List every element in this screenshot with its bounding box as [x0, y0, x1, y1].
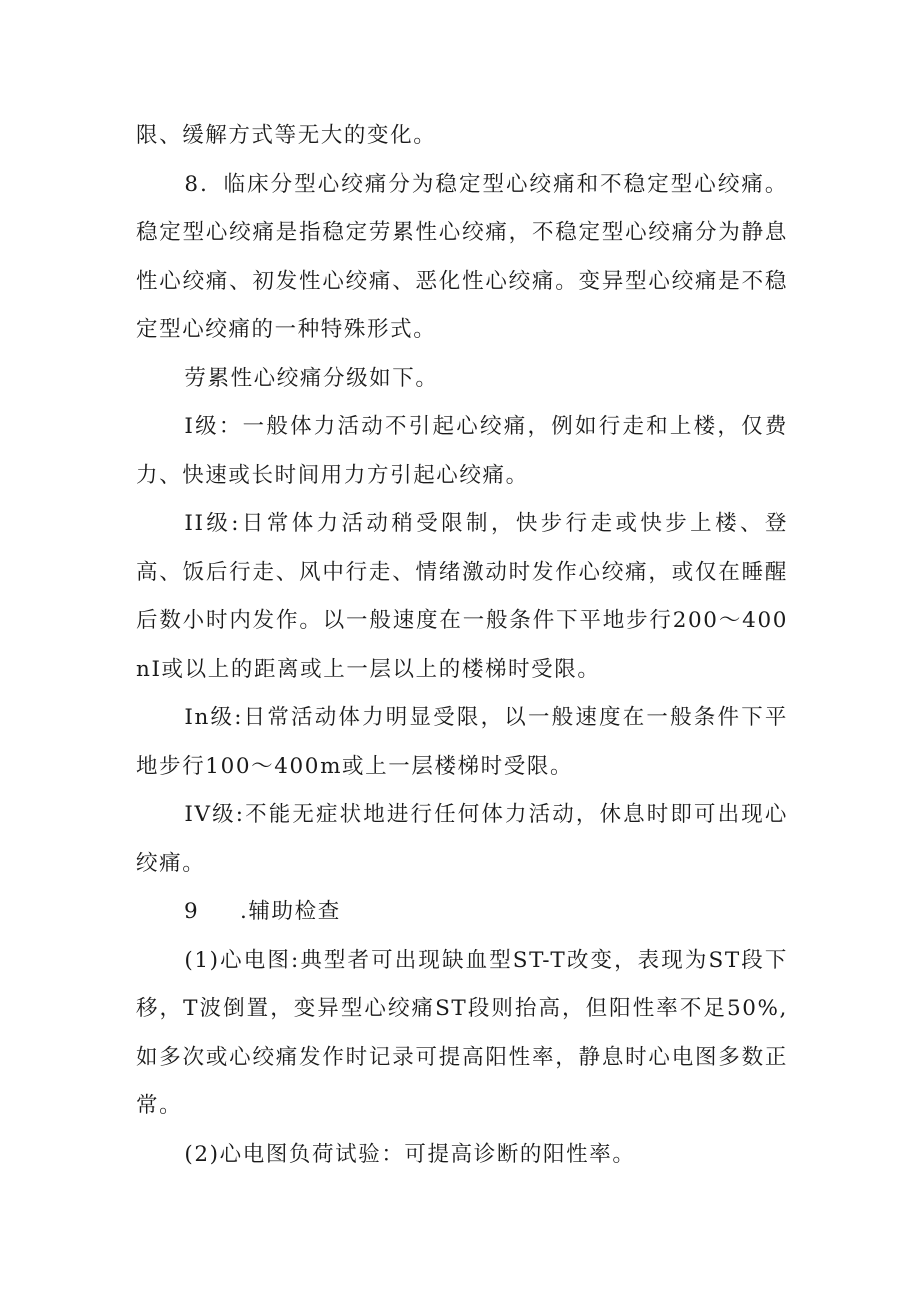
- paragraph-ecg: (1)心电图:典型者可出现缺血型ST-T改变，表现为ST段下移，T波倒置，变异型心绞痛ST段则抬高，但阳性率不足50%,如多次或心绞痛发作时记录可提高阳性率，静息时心电图多数正常。: [136, 947, 788, 1118]
- paragraph-ecg-stress-test: (2)心电图负荷试验：可提高诊断的阳性率。: [184, 1141, 636, 1167]
- section-number: 9: [184, 899, 200, 924]
- paragraph-grade-1: I级：一般体力活动不引起心绞痛，例如行走和上楼，仅费力、快速或长时间用力方引起心绞痛。: [136, 414, 788, 488]
- paragraph-clinical-types: 8．临床分型心绞痛分为稳定型心绞痛和不稳定型心绞痛。稳定型心绞痛是指稳定劳累性心绞痛，不稳定型心绞痛分为静息性心绞痛、初发性心绞痛、恶化性心绞痛。变异型心绞痛是不稳定型心绞痛的一种特殊形式。: [136, 171, 788, 342]
- paragraph-continuation: 限、缓解方式等无大的变化。: [136, 123, 437, 148]
- paragraph-grade-2: II级:日常体力活动稍受限制，快步行走或快步上楼、登高、饭后行走、风中行走、情绪激动时发作心绞痛，或仅在睡醒后数小时内发作。以一般速度在一般条件下平地步行200～400nI或以上的距离或上一层以上的楼梯时受限。: [136, 511, 788, 682]
- section-title: .辅助检查: [240, 899, 341, 924]
- paragraph-grade-4: IV级:不能无症状地进行任何体力活动，休息时即可出现心绞痛。: [136, 802, 788, 876]
- paragraph-grade-3: In级:日常活动体力明显受限，以一般速度在一般条件下平地步行100～400m或上一层楼梯时受限。: [136, 705, 788, 779]
- document-body: [136, 112, 788, 1179]
- paragraph-grading-intro: 劳累性心绞痛分级如下。: [184, 365, 439, 391]
- section-heading-auxiliary-exam: [136, 888, 788, 937]
